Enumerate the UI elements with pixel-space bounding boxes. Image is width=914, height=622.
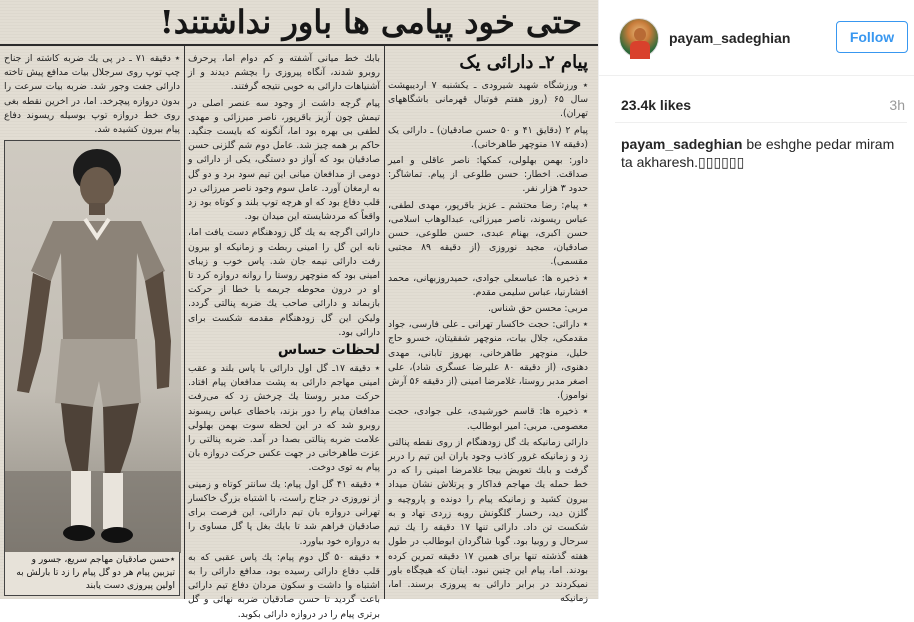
article-paragraph: ٭ دقیقه ۵۰ گل دوم پیام: یك پاس عقبی که به قلب دفاع دارائی رسیده بود، مدافع دارائی را به اشتباه وا داشت و سکون مردان دفاع تیم دارائی باعث گردید تا حسن صادقیان ضربه نهائی و گل برتری پیام را در دروازه دارائی بکوبد. [188,551,380,620]
photo-caption: ٭حسن صادقیان مهاجم سریع، جسور و تیزبین پیام هر دو گل پیام را زد تا بارلش به اولین پیروزی دست یابند [4,552,180,596]
article-paragraph: ٭ ذخیره ها: قاسم خورشیدی، علی جوادی، حجت معصومی. مربی: امیر ابوطالب. [388,406,588,432]
article-paragraph: دارائی اگرچه به یك گل زودهنگام دست یافت اما، نابه این گل را امینی ربطت و زمانیکه او بیرون رفت دارائی نیمه جان شد. پاس خوب و زیبای امینی بود که منوچهر روستا را روانه دروازه کرد تا او در درون محوطه جریمه با خطا از حرکت بازبماند و دارائی صاحب یك ضربه پنالتی گردد. ولیکن این گل زودهنگام مقدمه شکست برای دارائی بود. [188,227,380,338]
likes-count[interactable]: 23.4k likes [621,97,692,113]
avatar-shirt [630,41,650,59]
column-divider [384,46,385,599]
post-time[interactable]: 3h [889,97,905,113]
section-heading: لحظات حساس [277,342,380,359]
article-paragraph: بابك خط میانی آشفته و کم دوام اما، پرحرف روبرو شدند، آنگاه پیروزی را بچشم دیدند و از آشنیاهات دارائی به خوبی نتیجه گرفتند. [188,53,380,93]
post-caption [621,135,896,171]
article-paragraph: دارائی زمانیکه بك گل زودهنگام از روی نقطه پنالتی زد و زمانیکه غرور کاذب وجود یاران این تیم را دربر گرفت و بابك تعویض بیجا غلامرضا امینی را که در خط حمله یك مهاجم فداکار و پرتلاش نشان میداد بیرون کشید و زمانیکه پیام را دونده و پاروچیه و گلزن دید، رخسار گلگونش روبه زردی نهاد و به شکست تن داد. دارائی تنها ۱۷ دقیقه را یك تیم سرحال و روبیا بود. گوبا شاگردان ابوطالب در طول هفته گذشته تنها برای همین ۱۷ دقیقه تمرین کرده بودند. اما، پیام این چنین نبود. اینان که هیچگاه باور نمیکردند در برابر دارائی به پیروزی برسند. اما، زمانیکه [388,436,589,605]
player-photograph [4,140,180,552]
article-paragraph: ٭ دقیقه ۱۷ـ گل اول دارائی با پاس بلند و عقب امینی مهاجم دارائی به پشت مدافعان پیام افتاد. حرکت مدبر روستا یك چرخش زد که می‌رفت مدافعان پیام را دور بزند، باخطای عباس ریسوند روبرو شد که در این لحظه سوت بهمن بهلولی علامت ضربه پنالتی بصدا در آمد. ضربه پنالتی را عزت طاهرخانی در جهت عکس حرکت دروازه بان پیام به توی دوخت. [188,363,381,474]
newspaper-headline-box [0,0,598,46]
column-divider [184,46,185,599]
article-column-right [388,52,589,605]
article-paragraph: پیام گرچه داشت از وجود سه عنصر اصلی در تیمش چون آزیز باقرپور، ناصر میرزائی و مهدی لطفی بی بهره بود اما، آنگونه که بایست جنگید. حاکم بر همه چیز شد. عامل دوم شم گلزنی حسن صادقیان بود که آواز دو دستگی، یکی از دارائی و دومی از مدافعان میانی این تیم سود برد و دو گل به ارمغان آورد. عامل سوم وجود ناصر میرزائی در قلب دفاع بود که او هرچه توپ بلند و کوتاه بود زد واقعاً که مردشایسته این میدان بود. [188,97,380,223]
divider [615,122,907,123]
post-header [599,0,914,76]
article-paragraph: ٭ دارائی: حجت خاکسار تهرانی ـ علی فارسی، جواد مقدمکی، جلال بیات، منوچهر شفقیتان، خسرو حاج خلیل، منوچهر طاهرخانی، بهروز تابانی، مهدی دهنوی، (از دقیقه ۸۰ علیرضا عسگری شاد)، علی اصغر مدبر روستا، غلامرضا امینی (از دقیقه ۵۶ آرش نواموز). [388,319,588,402]
caption-text: be eshghe pedar miram ta akharesh.▯▯▯▯▯▯ [621,136,895,170]
avatar-head [634,28,646,41]
article-paragraph: ٭ دقیقه ۷۱ ـ در پی یك ضربه کاشته از جناح چپ توپ روی سرجلال بیات مدافع پیش تاخته دارائی جفت وجور شد. ضربه بیات سرعت را بدون دروازه پیچرخد. اما، در اخرین نقطه بغی روی خط دروازه توپ بوسیله ریسوند دفاع پیام بیرون کشیده شد. [4,53,180,136]
post-sidebar [598,0,913,599]
article-column-middle [188,52,381,620]
follow-button[interactable]: Follow [836,21,908,53]
article-paragraph: داور: بهمن بهلولی، کمکها: ناصر عاقلی و امیر صداقت. اخطار: حسن طلوعی از پیام. تماشاگر: حدود ۳ هزار نفر. [388,155,588,195]
newspaper-headline: حتی خود پیامی ها باور نداشتند! [159,3,582,41]
player-figure [5,141,181,553]
article-paragraph: ٭ ورزشگاه شهید شیرودی ـ یکشنبه ۷ اردیبهشت سال ۶۵ (روز هفتم فوتبال قهرمانی باشگاههای تهران). [388,80,588,120]
match-title: پیام ۲ـ دارائی یک [459,52,588,73]
article-paragraph: پیام ۲ (دقایق ۴۱ و ۵۰ حسن صادقیان) ـ دارائی یک (دقیقه ۱۷ منوچهر طاهرخانی). [388,124,589,150]
article-paragraph: ٭ پیام: رضا محتشم ـ عزیز باقرپور، مهدی لطفی، عباس ریسوند، ناصر میرزائی، عبدالوهاب اسلامی، حسن اکبری، بهنام عبدی، حسن طلوعی، حسن صادقیان، مجید نوروزی (از دقیقه ۸۹ مجتبی مقسمی). [388,199,588,268]
article-column-left [4,52,180,140]
article-paragraph: ٭ ذخیره ها: عباسعلی جوادی، حمیدروزبهانی، محمد افشارنیا، عباس سلیمی مقدم. [388,272,588,298]
article-paragraph: مربی: محسن حق شناس. [487,303,588,315]
article-paragraph: ٭ دقیقه ۴۱ گل اول پیام: یك سانتر کوتاه و زمینی از نوروزی در جناح راست، با اشتباه بزرگ خاکسار تهرانی دروازه بان تیم دارائی، این فرصت برای صادقیان فراهم شد تا بایك بغل پا گل مساوی را به دروازه خود بیاورد. [188,478,380,547]
caption-username[interactable]: payam_sadeghian [621,136,743,152]
avatar[interactable] [619,18,659,58]
author-username[interactable]: payam_sadeghian [669,30,791,46]
